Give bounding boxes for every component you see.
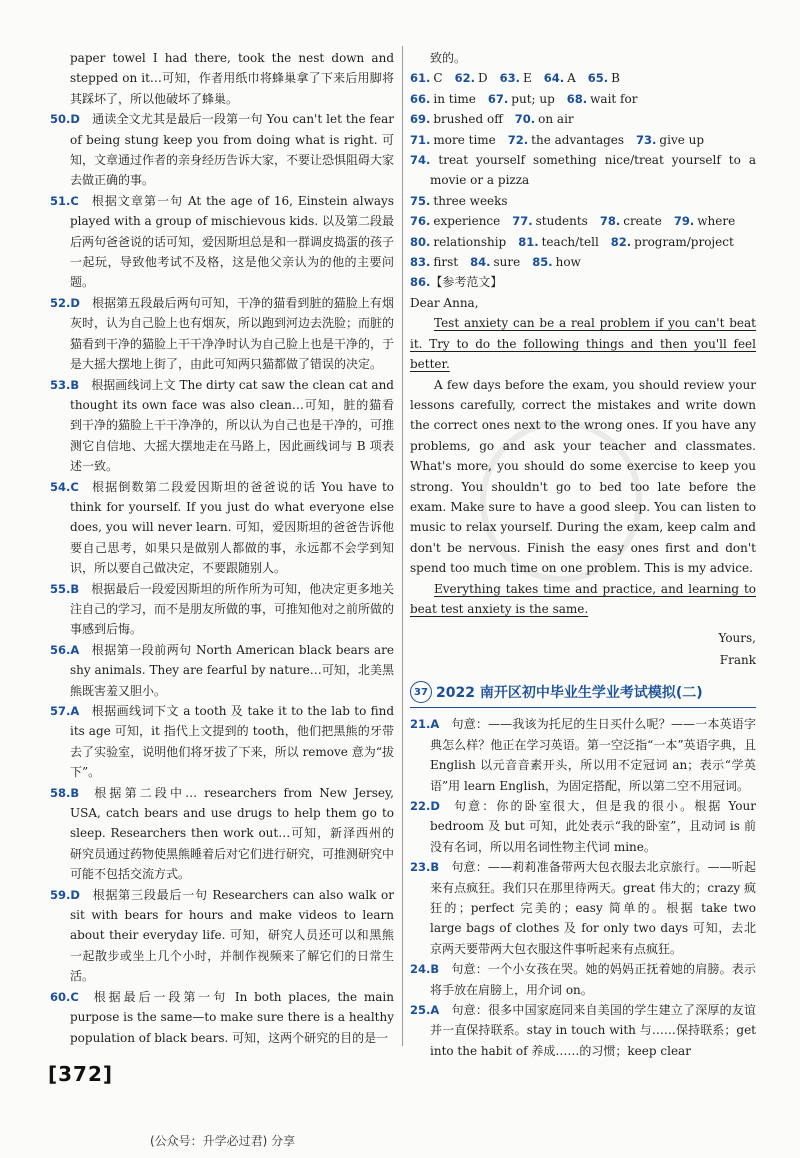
item-explanation: 句意：——我该为托尼的生日买什么呢？——一本英语字典怎么样？他正在学习英语。第一空泛指“一本”英语字典，且 English 以元音音素开头，所以用不定冠词 an；表示“学英语”用 learn English，为固定搭配，所以第二空不用冠词。 (430, 717, 756, 793)
item-number: 75. (410, 193, 431, 208)
item-answer: B (70, 581, 80, 596)
answer-row (410, 68, 756, 88)
item-answer: the advantages (531, 132, 625, 147)
item-number: 72. (507, 132, 529, 147)
item-explanation: 根据画线词下文 a tooth 及 take it to the lab to find its age 可知，it 指代上文提到的 tooth，他们把黑熊的牙带去了实验室，说明他们将牙拔了下来，所以 remove 意为“拔下”。 (70, 704, 394, 780)
item-explanation: 根据倒数第二段爱因斯坦的爸爸说的话 You have to think for yourself. If you just do what everyone else does, you will never learn. 可知，爱因斯坦的爸爸告诉他要自己思考，如果只是做别人都做的事，永远都不会学到知识，所以要自己做决定，不要跟随别人。 (70, 479, 394, 576)
item-number: 78. (599, 214, 621, 229)
item-number: 71. (410, 132, 431, 147)
answer-item (50, 783, 394, 885)
item-explanation: paper towel I had there, took the nest down and stepped on it…可知，作者用纸巾将蜂巢拿了下来后用脚将其踩坏了，所以他破坏了蜂巢。 (70, 51, 394, 106)
item-answer: C (70, 989, 79, 1004)
item-answer: experience (433, 214, 501, 229)
item-number: 58. (50, 785, 71, 800)
footer-credit: (公众号：升学必过君) 分享 (150, 1134, 296, 1148)
item-number: 59. (50, 887, 71, 902)
item-number: 77. (512, 214, 533, 229)
answer-item (50, 640, 394, 701)
item-answer: C (70, 479, 79, 494)
item-number: 81. (518, 234, 539, 249)
item-number: 23. (410, 860, 431, 875)
answer-key-block (410, 68, 756, 150)
item-answer: E (522, 71, 532, 86)
item-number: 76. (410, 214, 431, 229)
item-number: 82. (610, 234, 632, 249)
answer-item (50, 885, 394, 987)
item-explanation: 句意：你的卧室很大，但是我的很小。根据 Your bedroom 及 but 可知，此处表示“我的卧室”，且动词 is 前没有名词，所以用名词性物主代词 mine。 (430, 799, 756, 854)
item-answer: students (535, 214, 588, 229)
item-answer: A (430, 1003, 440, 1018)
item-number: 50. (50, 112, 71, 127)
answer-row (410, 89, 756, 109)
item-answer: program/project (634, 234, 734, 249)
item-answer: where (697, 214, 736, 229)
item-number: 65. (587, 71, 609, 86)
item-answer: B (430, 962, 440, 977)
item-answer: C (433, 71, 443, 86)
answer-row (410, 252, 756, 272)
section-heading (410, 681, 756, 708)
answer-item-74: 74. treat yourself something nice/treat yourself to a movie or a pizza (410, 153, 756, 188)
item-number: 56. (50, 642, 71, 657)
item-number: 70. (514, 112, 536, 127)
answer-item (410, 857, 756, 959)
item-explanation: 句意：一个小女孩在哭。她的妈妈正抚着她的肩膀。表示将手放在肩膀上，用介词 on。 (430, 962, 756, 997)
answer-item (50, 701, 394, 783)
item-explanation: 句意：很多中国家庭同来自美国的学生建立了深厚的友谊并一直保持联系。stay in touch with 与……保持联系；get into the habit of 养成……的习惯；keep clear (430, 1003, 756, 1058)
item-answer: A (70, 642, 80, 657)
answer-item (50, 191, 394, 293)
answer-item (50, 48, 394, 109)
item-number: 63. (499, 71, 520, 86)
answer-row (410, 232, 756, 252)
item-explanation: 根据第三段最后一句 Researchers can also walk or sit with bears for hours and make videos to learn about their everyday life. 可知，研究人员还可以和黑熊一起散步或坐上几个小时，并制作视频来了解它们的日常生活。 (70, 887, 394, 984)
right-answer-list (410, 714, 756, 1061)
answer-item (50, 375, 394, 477)
item-answer: first (433, 255, 459, 270)
essay-closing: Yours, (718, 631, 756, 646)
item-explanation: 根据第五段最后两句可知，干净的猫看到脏的猫脸上有烟灰时，认为自己脸上也有烟灰，所以跑到河边去洗脸；而脏的猫看到干净的猫脸上干干净净时认为自己脸上也是干净的，于是大摇大摆地上街了，由此可知两只猫都做了错误的决定。 (70, 295, 395, 372)
item-number: 62. (454, 71, 475, 86)
item-explanation: 根据第一段前两句 North American black bears are shy animals. They are fearful by nature…可知，北美黑熊既害羞又胆小。 (70, 642, 394, 698)
essay-paragraph-3: Everything takes time and practice, and learning to beat test anxiety is the same. (410, 581, 756, 616)
page-number: [372] (48, 1062, 114, 1086)
item-answer: A (70, 704, 80, 718)
item-number: 60. (50, 989, 71, 1004)
item-answer: in time (433, 91, 476, 106)
continuation-text: 致的。 (430, 51, 467, 65)
item-answer: more time (433, 132, 496, 147)
essay-signature: Frank (719, 653, 756, 668)
item-answer: relationship (433, 234, 507, 249)
item-explanation: 通读全文尤其是最后一段第一句 You can't let the fear of being stung keep you from doing what is right. 可知，文章通过作者的亲身经历告诉大家，不要让恐惧阻碍大家去做正确的事。 (70, 112, 395, 188)
item-answer: teach/tell (541, 234, 599, 249)
answer-item (50, 293, 394, 375)
answer-item (50, 579, 394, 640)
answer-item (410, 714, 756, 796)
essay-paragraph-1: Test anxiety can be a real problem if you can't beat it. Try to do the following things and then you'll feel better. (410, 316, 756, 372)
item-number: 52. (50, 295, 71, 310)
item-explanation: 句意：——莉莉准备带两大包衣服去北京旅行。——听起来有点疯狂。我们只在那里待两天。great 伟大的；crazy 疯狂的；perfect 完美的；easy 简单的。根据 take two large bags of clothes 及 for only two days 可知，去北京两天要带两大包衣服这件事听起来有点疯狂。 (430, 860, 756, 956)
item-explanation: 根据最后一段第一句 In both places, the main purpose is the same—to make sure there is a healthy population of black bears. 可知，这两个研究的目的是一 (70, 989, 394, 1045)
section-title: 2022 南开区初中毕业生学业考试模拟(二) (436, 685, 703, 702)
right-column (410, 48, 756, 1061)
item-answer: create (623, 214, 662, 229)
item-number: 73. (636, 132, 657, 147)
answer-item (410, 1000, 756, 1061)
item-number: 64. (543, 71, 565, 86)
item-number: 66. (410, 91, 431, 106)
item-explanation: 根据第二段中… researchers from New Jersey, USA, catch bears and use drugs to help them go to sleep. Researchers then work out…可知，新泽西州的研究员通过药物使黑熊睡着后对它们进行研究，可推测研究中可能不包括交流方式。 (70, 785, 395, 882)
item-answer: D (70, 295, 80, 310)
answer-row (410, 211, 756, 231)
item-number: 83. (410, 255, 431, 270)
item-answer: B (70, 377, 80, 392)
item-number: 55. (50, 581, 71, 596)
item-answer: three weeks (433, 193, 508, 208)
item-number: 79. (673, 214, 695, 229)
answer-item (50, 477, 394, 579)
item-number: 54. (50, 479, 71, 494)
item-number: 80. (410, 234, 431, 249)
item-number: 25. (410, 1003, 431, 1018)
section-number-badge: 37 (410, 681, 432, 703)
item-answer: on air (538, 112, 574, 127)
answer-item (50, 987, 394, 1048)
item-answer: A (567, 71, 576, 86)
item-number: 61. (410, 71, 431, 86)
answer-item (50, 109, 394, 191)
item-answer: wait for (590, 91, 638, 106)
item-answer: C (70, 193, 79, 208)
item-answer: D (70, 887, 80, 902)
item-number: 53. (50, 377, 71, 392)
item-answer: how (555, 255, 581, 270)
item-number: 51. (50, 193, 71, 208)
item-number: 85. (532, 255, 553, 270)
answer-item (410, 796, 756, 857)
answer-key-block-2 (410, 191, 756, 273)
item-answer: brushed off (433, 112, 503, 127)
column-divider (402, 46, 403, 1046)
item-answer: D (430, 799, 440, 813)
item-explanation: 根据画线词上文 The dirty cat saw the clean cat and thought its own face was also clean…可知，脏的猫看到干净的猫脸上干干净净的，所以认为自己也是干净的，可推测它自信地、大摇大摆地走在马路上，因此画线词与 B 项表述一致。 (70, 377, 395, 474)
item-number: 69. (410, 112, 431, 127)
item-answer: give up (659, 132, 705, 147)
answer-row (410, 109, 756, 129)
item-number: 57. (50, 704, 71, 718)
item-answer: B (611, 71, 620, 86)
item-number: 84. (470, 255, 491, 270)
item-answer: D (477, 71, 488, 86)
essay-paragraph-2: A few days before the exam, you should review your lessons carefully, correct the mistakes and write down the correct ones next to the wrong ones. If you have any problems, go and ask your teacher and classmates. What's more, you should do some exercise to keep you strong. You shouldn't go to bed too late before the exam. Make sure to have a good sleep. You can listen to music to relax yourself. During the exam, keep calm and don't be nervous. Finish the easy ones first and don't spend too much time on one problem. This is my advice. (410, 377, 756, 576)
answer-item-86: 86.【参考范文】 (410, 275, 503, 290)
answer-row (410, 191, 756, 211)
item-number: 24. (410, 962, 431, 977)
item-answer: D (70, 112, 80, 127)
item-number: 67. (487, 91, 509, 106)
item-number: 68. (566, 91, 588, 106)
item-explanation: 根据最后一段爱因斯坦的所作所为可知，他决定更多地关注自己的学习，而不是朋友所做的事，可推知他对之前所做的事感到后悔。 (70, 581, 395, 637)
item-answer: B (430, 860, 440, 875)
item-answer: sure (493, 255, 521, 270)
answer-item (410, 959, 756, 1000)
item-answer: put; up (511, 91, 555, 106)
answer-row (410, 130, 756, 150)
item-answer: B (70, 785, 80, 800)
item-answer: A (430, 717, 440, 732)
item-number: 22. (410, 799, 431, 813)
left-column (50, 48, 394, 1048)
essay-greeting: Dear Anna, (410, 295, 479, 310)
item-number: 21. (410, 717, 431, 732)
item-explanation: 根据文章第一句 At the age of 16, Einstein always played with a group of mischievous kids. 以及第二段最后两句爸爸说的话可知，爱因斯坦总是和一群调皮捣蛋的孩子一起玩，导致他考试不及格，这是他父亲认为的他的主要问题。 (70, 193, 395, 290)
